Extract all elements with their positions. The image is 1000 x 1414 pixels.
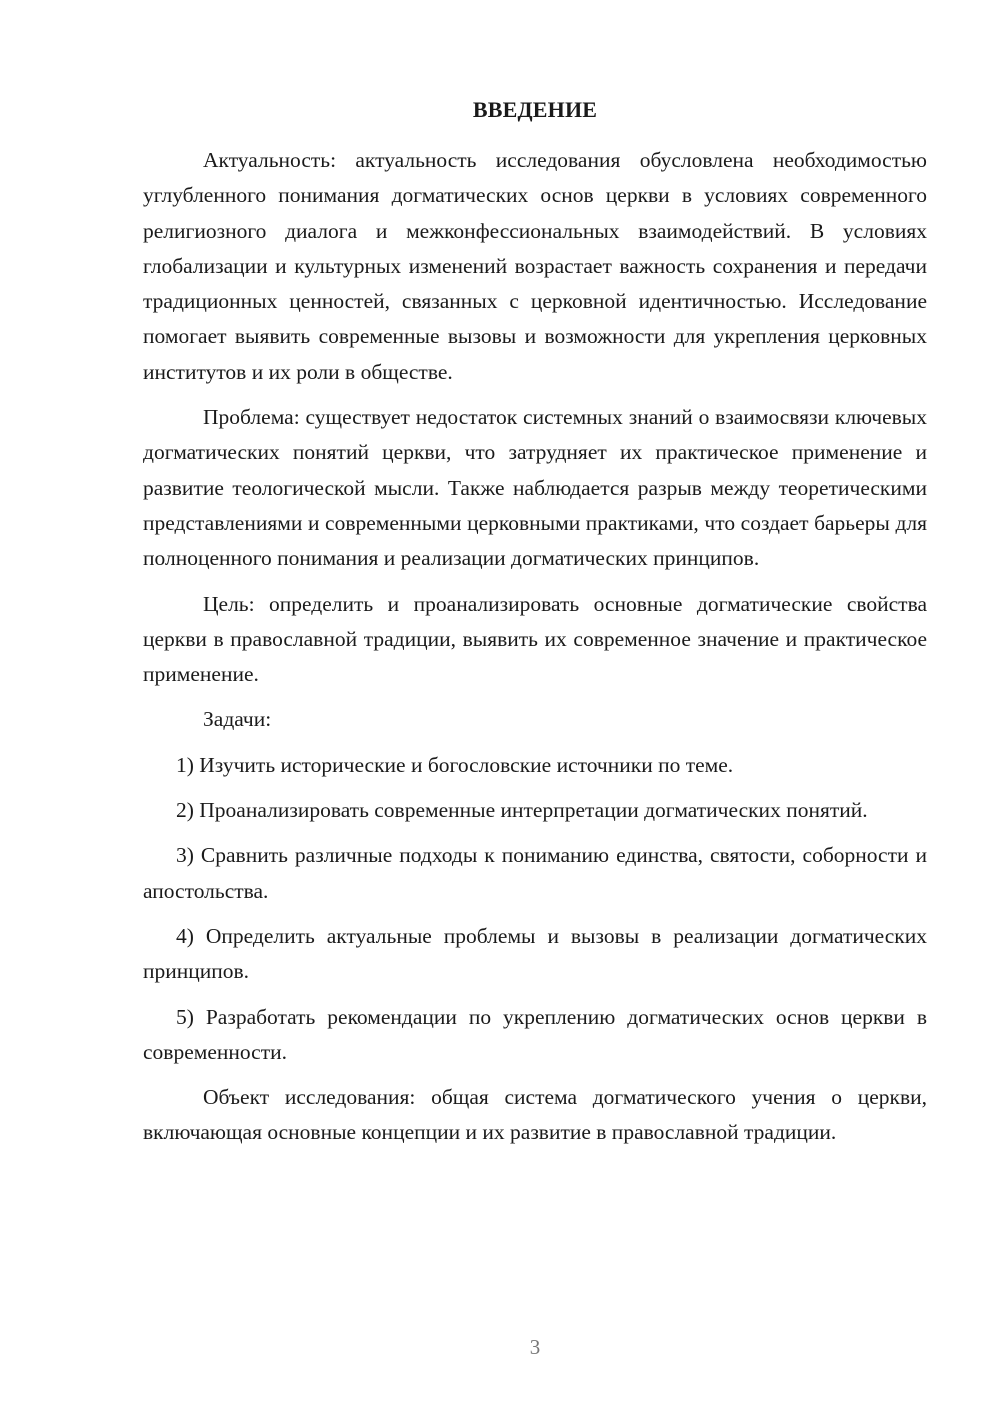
page-number: 3 bbox=[529, 1335, 541, 1359]
tasks-heading: Задачи: bbox=[203, 707, 272, 732]
paragraph-relevance: Актуальность: актуальность исследования обусловлена необходимостью углубленного понимания догматических основ церкви в условиях современного религиозного диалога и межконфессиональных взаимодействий. В условиях глобализации и культурных изменений возрастает важность сохранения и передачи традиционных ценностей, связанных с церковной идентичностью. Исследование помогает выявить современные вызовы и возможности для укрепления церковных институтов и их роли в обществе. bbox=[143, 148, 927, 384]
task-item-3: 3) Сравнить различные подходы к пониманию единства, святости, соборности и апостольства. bbox=[143, 843, 927, 903]
task-item-4: 4) Определить актуальные проблемы и вызовы в реализации догматических принципов. bbox=[143, 923, 927, 984]
task-item-5: 5) Разработать рекомендации по укреплению догматических основ церкви в современности. bbox=[143, 1004, 927, 1064]
paragraph-problem: Проблема: существует недостаток системных знаний о взаимосвязи ключевых догматических понятий церкви, что затрудняет их практическое применение и развитие теологической мысли. Также наблюдается разрыв между теоретическими представлениями и современными церковными практиками, что создает барьеры для полноценного понимания и реализации догматических принципов. bbox=[143, 405, 927, 571]
paragraph-goal: Цель: определить и проанализировать основные догматические свойства церкви в православной традиции, выявить их современное значение и практическое применение. bbox=[143, 591, 927, 687]
document-body bbox=[143, 143, 927, 1161]
section-title: ВВЕДЕНИЕ bbox=[472, 97, 598, 122]
task-item-2: 2) Проанализировать современные интерпретации догматических понятий. bbox=[176, 798, 868, 823]
document-page bbox=[143, 0, 927, 1414]
task-item-1: 1) Изучить исторические и богословские источники по теме. bbox=[176, 752, 734, 777]
paragraph-object: Объект исследования: общая система догматического учения о церкви, включающая основные концепции и их развитие в православной традиции. bbox=[143, 1085, 927, 1145]
